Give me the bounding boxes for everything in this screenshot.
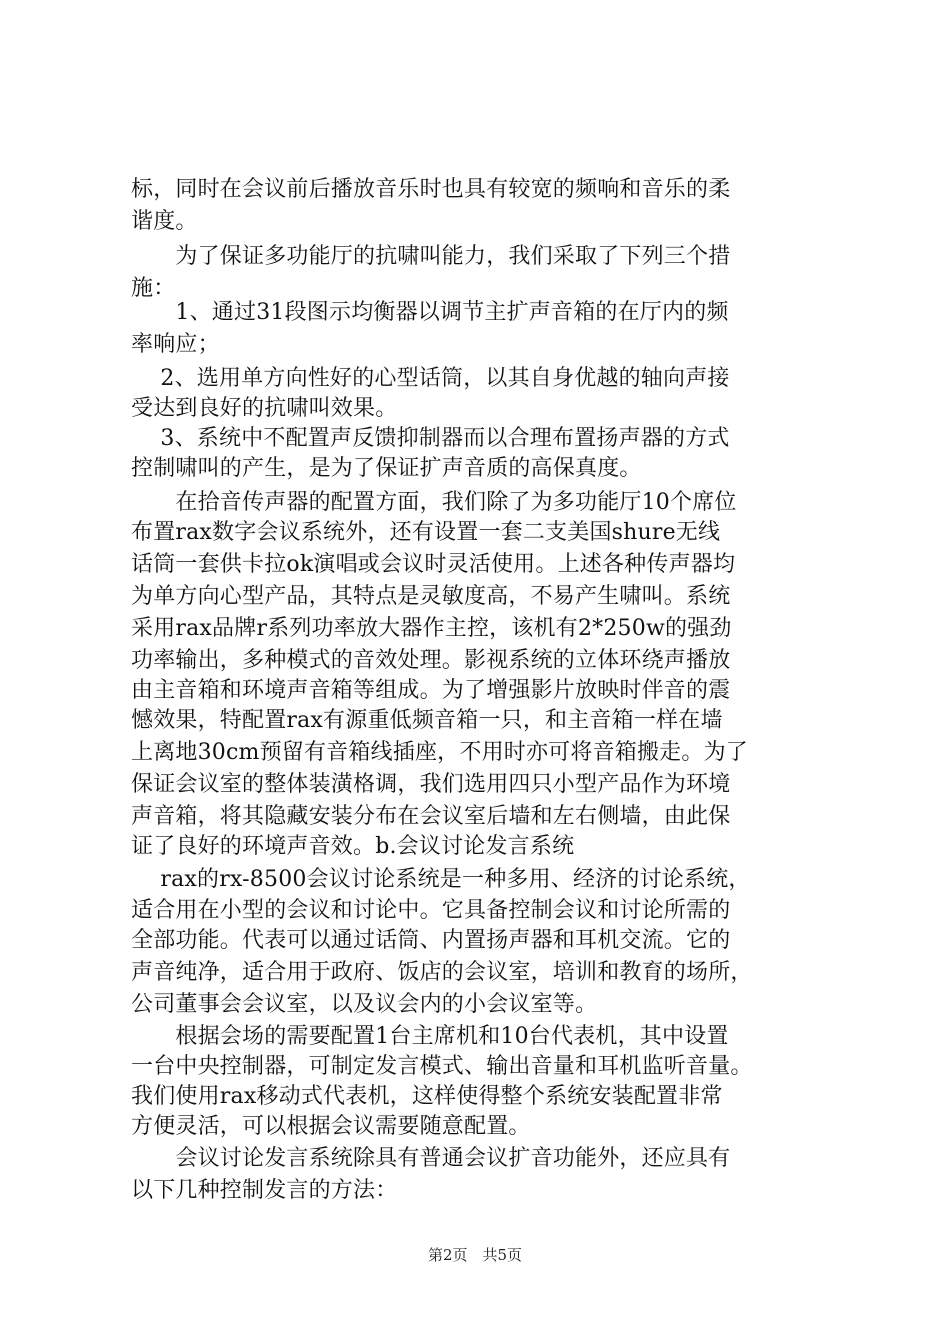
text-line: 为了保证多功能厅的抗啸叫能力，我们采取了下列三个措 <box>131 244 731 269</box>
text-line: 适合用在小型的会议和讨论中。它具备控制会议和讨论所需的 <box>131 898 731 923</box>
text-line: rax的rx-8500会议讨论系统是一种多用、经济的讨论系统， <box>131 867 751 892</box>
text-line: 率响应； <box>131 332 220 357</box>
text-line: 以下几种控制发言的方法： <box>131 1178 398 1203</box>
text-line: 话筒一套供卡拉ok演唱或会议时灵活使用。上述各种传声器均 <box>131 552 736 577</box>
text-line: 保证会议室的整体装潢格调，我们选用四只小型产品作为环境 <box>131 772 731 797</box>
text-line: 1、通过31段图示均衡器以调节主扩声音箱的在厅内的频 <box>131 300 729 325</box>
text-line: 2、选用单方向性好的心型话筒，以其自身优越的轴向声接 <box>131 366 730 391</box>
text-line: 方便灵活，可以根据会议需要随意配置。 <box>131 1114 531 1139</box>
text-line: 为单方向心型产品，其特点是灵敏度高，不易产生啸叫。系统 <box>131 584 731 609</box>
text-line: 在拾音传声器的配置方面，我们除了为多功能厅10个席位 <box>131 490 737 515</box>
text-line: 声音箱，将其隐藏安装分布在会议室后墙和左右侧墙，由此保 <box>131 804 731 829</box>
text-line: 我们使用rax移动式代表机，这样使得整个系统安装配置非常 <box>131 1084 723 1109</box>
text-line: 声音纯净，适合用于政府、饭店的会议室，培训和教育的场所， <box>131 960 753 985</box>
text-line: 公司董事会会议室，以及议会内的小会议室等。 <box>131 992 598 1017</box>
text-line: 由主音箱和环境声音箱等组成。为了增强影片放映时伴音的震 <box>131 678 731 703</box>
text-line: 布置rax数字会议系统外，还有设置一套二支美国shure无线 <box>131 520 721 545</box>
text-line: 谐度。 <box>131 209 198 234</box>
text-line: 会议讨论发言系统除具有普通会议扩音功能外，还应具有 <box>131 1146 731 1171</box>
text-line: 根据会场的需要配置1台主席机和10台代表机，其中设置 <box>131 1024 729 1049</box>
text-line: 施： <box>131 276 176 301</box>
text-line: 受达到良好的抗啸叫效果。 <box>131 396 398 421</box>
text-line: 一台中央控制器，可制定发言模式、输出音量和耳机监听音量。 <box>131 1054 753 1079</box>
text-line: 全部功能。代表可以通过话筒、内置扬声器和耳机交流。它的 <box>131 928 731 953</box>
text-line: 证了良好的环境声音效。b.会议讨论发言系统 <box>131 834 575 859</box>
text-line: 控制啸叫的产生，是为了保证扩声音质的高保真度。 <box>131 456 642 481</box>
text-line: 标，同时在会议前后播放音乐时也具有较宽的频响和音乐的柔 <box>131 177 731 202</box>
text-line: 上离地30cm预留有音箱线插座，不用时亦可将音箱搬走。为了 <box>131 740 748 765</box>
text-line: 采用rax品牌r系列功率放大器作主控，该机有2*250w的强劲 <box>131 616 732 641</box>
text-line: 功率输出，多种模式的音效处理。影视系统的立体环绕声播放 <box>131 648 731 673</box>
page-number-footer: 第2页 共5页 <box>427 1246 523 1264</box>
text-line: 憾效果，特配置rax有源重低频音箱一只，和主音箱一样在墙 <box>131 708 723 733</box>
text-line: 3、系统中不配置声反馈抑制器而以合理布置扬声器的方式 <box>131 426 730 451</box>
